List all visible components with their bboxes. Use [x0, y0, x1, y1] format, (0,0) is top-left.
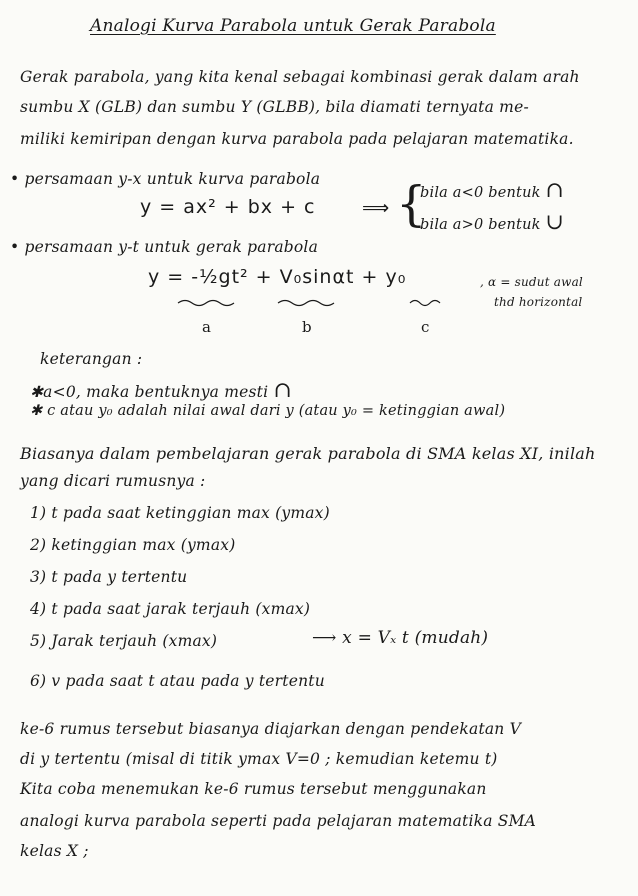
bullet-yt-heading: • persamaan y-t untuk gerak parabola — [10, 238, 319, 256]
list-item-2: 2) ketinggian max (ymax) — [30, 536, 236, 554]
condition-a-positive-text: bila a>0 bentuk — [420, 217, 541, 233]
equation-yt: y = -½gt² + V₀sinαt + y₀ — [148, 266, 407, 288]
condition-a-negative — [420, 180, 564, 202]
bullet-yx-heading: • persamaan y-x untuk kurva parabola — [10, 170, 321, 188]
coef-label-b: b — [302, 318, 312, 336]
page-title: Analogi Kurva Parabola untuk Gerak Parabola — [90, 16, 496, 36]
list-item-6: 6) v pada saat t atau pada y tertentu — [30, 672, 325, 690]
underbrace-c-squiggle — [410, 298, 440, 308]
coef-label-c: c — [421, 318, 430, 336]
underbrace-b-squiggle — [278, 298, 338, 308]
alpha-note-line-2: thd horizontal — [494, 295, 583, 309]
intro-line-1: Gerak parabola, yang kita kenal sebagai kombinasi gerak dalam arah — [20, 68, 580, 86]
keterangan-item-2: ✱ c atau y₀ adalah nilai awal dari y (atau y₀ = ketinggian awal) — [30, 403, 506, 419]
paragraph2-line-2: yang dicari rumusnya : — [20, 472, 206, 490]
cap-shape-icon: ∩ — [545, 178, 565, 203]
brace-glyph: { — [396, 176, 427, 232]
coef-label-a: a — [202, 318, 212, 336]
intro-line-3: miliki kemiripan dengan kurva parabola pada pelajaran matematika. — [20, 130, 574, 148]
alpha-note-line-1: , α = sudut awal — [480, 275, 583, 289]
equation-yx: y = ax² + bx + c — [140, 196, 316, 218]
list-item-5: 5) Jarak terjauh (xmax) — [30, 632, 218, 650]
closing-line-3: Kita coba menemukan ke-6 rumus tersebut menggunakan — [20, 780, 487, 798]
closing-line-1: ke-6 rumus tersebut biasanya diajarkan dengan pendekatan V — [20, 720, 522, 738]
keterangan-item-1-text: ✱a<0, maka bentuknya mesti — [30, 383, 269, 401]
condition-a-negative-text: bila a<0 bentuk — [420, 185, 541, 201]
closing-line-2: di y tertentu (misal di titik ymax V=0 ; kemudian ketemu t) — [20, 750, 498, 768]
condition-a-positive — [420, 212, 564, 234]
intro-line-2: sumbu X (GLB) dan sumbu Y (GLBB), bila diamati ternyata me- — [20, 98, 529, 116]
list-item-3: 3) t pada y tertentu — [30, 568, 188, 586]
keterangan-heading: keterangan : — [40, 350, 143, 368]
cap-shape-icon: ∩ — [273, 378, 293, 403]
cup-shape-icon: ∪ — [545, 210, 565, 235]
closing-line-4: analogi kurva parabola seperti pada pelajaran matematika SMA — [20, 812, 537, 830]
paragraph2-line-1: Biasanya dalam pembelajaran gerak parabola di SMA kelas XI, inilah — [20, 444, 596, 463]
keterangan-item-1 — [30, 380, 292, 402]
closing-line-5: kelas X ; — [20, 842, 89, 860]
underbrace-a-squiggle — [178, 298, 238, 308]
list-item-5-formula: ⟶ x = Vₓ t (mudah) — [312, 628, 489, 648]
list-item-1: 1) t pada saat ketinggian max (ymax) — [30, 504, 330, 522]
list-item-4: 4) t pada saat jarak terjauh (xmax) — [30, 600, 311, 618]
implies-arrow: ⟹ — [362, 197, 391, 219]
